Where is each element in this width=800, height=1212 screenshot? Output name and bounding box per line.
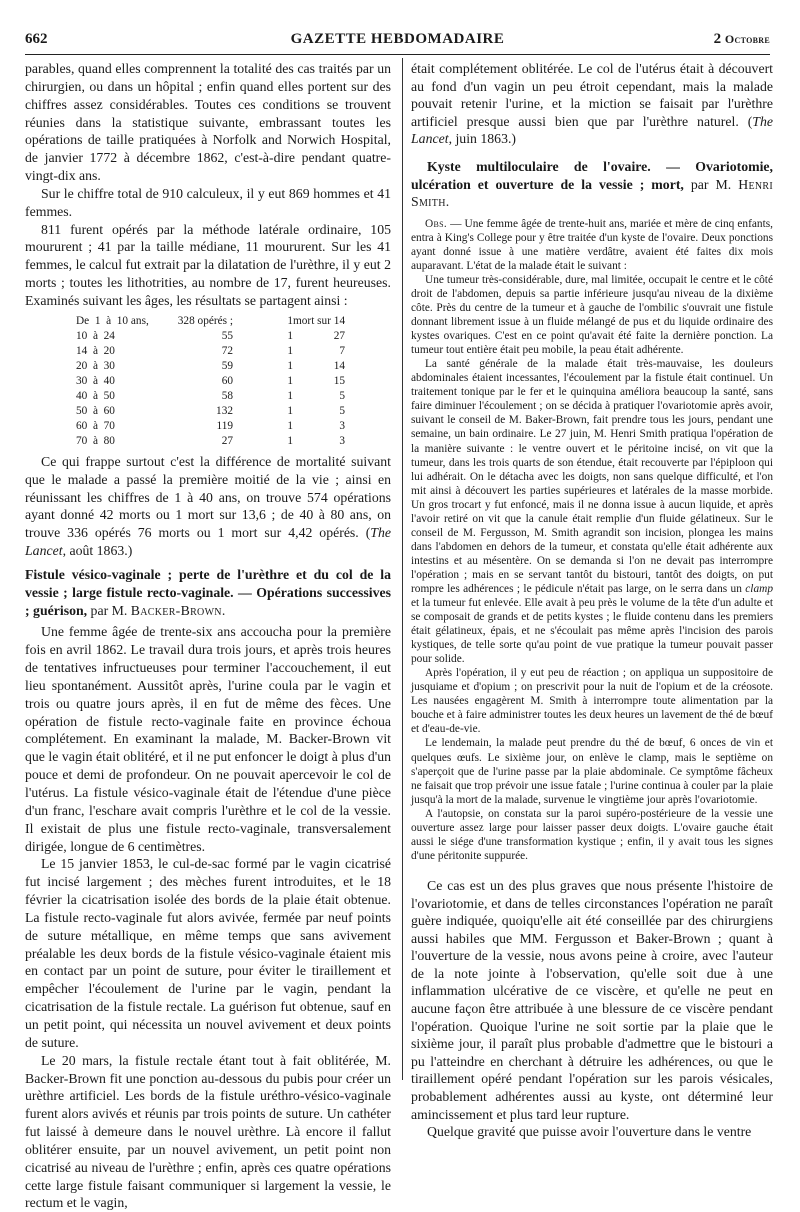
age-range-cell: 14 à 20: [76, 344, 115, 357]
mortality-numerator-cell: 1: [287, 329, 293, 342]
article-heading: [25, 566, 391, 620]
observation-paragraph: [411, 357, 773, 666]
mortality-ratio-cell: 5: [339, 404, 345, 417]
spacer: [411, 863, 773, 877]
paragraph-text: était complétement oblitérée. Le col de l'utérus était à découvert au fond d'un vagin un peu étroit cependant, mais la malade pouvait retenir l'urine, et la miction se faisait par l'urèthre artificiel presque aussi bien que par l'urèthre naturel. (: [411, 61, 773, 129]
left-column: [25, 60, 391, 1212]
mortality-numerator-cell: 1: [287, 419, 293, 432]
paragraph: Le 15 janvier 1853, le cul-de-sac formé par le vagin cicatrisé fut incisé largement ; des mèches furent introduites, et le 18 février la cicatrisation isolée des bords de la plaie était obtenue. La fistule recto-vaginale fut alors avivée, fermée par neuf points de suture métallique, en même temps que sans avivement préalable les deux bords de la fistule vésico-vaginale étaient mis en contact par un point de suture, pour éviter le tiraillement et empêcher l'écoulement de l'urine par le vagin, pendant la cicatrisation de la fistule rectale. La guérison fut obtenue, sauf en un petit point, qui nécessita un nouvel avivement et deux points de suture.: [25, 856, 391, 1050]
operations-count-cell: 55: [221, 329, 233, 342]
table-row: [25, 359, 391, 374]
article-heading-by: par M.: [87, 602, 131, 618]
issue-date-month: Octobre: [724, 32, 770, 46]
observation-paragraph: A l'autopsie, on constata sur la paroi supéro-postérieure de la vessie une ouverture assez large pour laisser passer deux doigts. L'ovaire gauche était aussi le siége d'une transformation kystique ; enfin, il y avait tous les signes d'une péritonite suppurée.: [411, 807, 773, 862]
mortality-ratio-cell: 5: [339, 389, 345, 402]
issue-date: [714, 31, 770, 48]
header-rule: [25, 54, 770, 55]
operations-count-cell: 328 opérés ;: [177, 314, 233, 327]
mortality-ratio-cell: 3: [339, 419, 345, 432]
table-row: [25, 389, 391, 404]
age-range-cell: 70 à 80: [76, 434, 115, 447]
article-author: Henri Smith: [411, 176, 773, 210]
observation-term: clamp: [745, 582, 773, 595]
observation-text: — Une femme âgée de trente-huit ans, mariée et mère de cinq enfants, entra à King's College pour y être traitée d'un kyste de l'ovaire. Deux ponctions ayant donné issue à une matière verdâtre, avaient été faites dix mois auparavant. L'état de la malade était le suivant :: [411, 217, 773, 272]
citation-journal: The Lancet: [25, 525, 391, 559]
operations-count-cell: 60: [221, 374, 233, 387]
mortality-ratio-cell: 15: [333, 374, 345, 387]
mortality-ratio-cell: 3: [339, 434, 345, 447]
paragraph: Une femme âgée de trente-six ans accoucha pour la première fois en avril 1862. Le travail dura trois jours, et après trois heures de tentatives infructueuses pour terminer l'accouchement, il eut lieu spontanément. Aussitôt après, l'urine coula par le vagin et trois ou quatre jours après, il en fut de même des fèces. Une opération de fistule recto-vaginale faite en province échoua complétement. En examinant la malade, M. Backer-Brown vit que le vagin était oblitéré, et il ne put enfoncer le doigt à plus d'un pouce et demi de profondeur. On ne pouvait apercevoir le col de l'utérus. La fistule vésico-vaginale était de l'étendue d'une pièce d'un franc, l'eschare avait compris l'urèthre et le col de la vessie. Il existait de plus une fistule recto-vaginale, transversalement dirigée, longue de 6 centimètres.: [25, 624, 391, 854]
paragraph: [25, 453, 391, 560]
citation-date: , juin 1863.): [448, 131, 517, 147]
table-row: [25, 329, 391, 344]
mortality-ratio-cell: 14: [333, 359, 345, 372]
observation-paragraph: Une tumeur très-considérable, dure, mal limitée, occupait le centre et le côté droit de l'abdomen, depuis sa partie inférieure jusqu'au niveau de la dixième côte. Près du centre de la tumeur et à gauche de l'ombilic s'ouvrait une fistule donnant librement issue à un fluide mélangé de pus et du liquide ordinaire des kystes ovariques. C'est en ce point qu'avait été faite la dernière ponction. La tumeur tout entière était peu mobile, la peau était adhérente.: [411, 273, 773, 357]
operations-count-cell: 58: [221, 389, 233, 402]
observation-text: La santé générale de la malade était très-mauvaise, les douleurs abdominales étaient incessantes, l'écoulement par la fistule était continuel. Un traitement tonique par le fer et le quinquina améliora beaucoup la santé, sans faire diminuer l'écoulement ; on se décida à pratiquer l'ovariotomie après avoir, suivant le conseil de M. Baker-Brown, fait prendre tous les jours, pendant une semaine, un bain ordinaire. Le 27 juin, M. Henri Smith pratiqua l'opération de la manière suivante : le ventre ouvert et le péritoine incisé, on vit que la tumeur, dans les trois quarts de son étendue, était recouverte par l'épiploon qui lui adhérait. On le détacha avec les doigts, non sans quelque difficulté, et l'on mit ainsi à découvert les parties supérieures et latérales de la masse morbide. Un gros trocart y fut enfoncé, mais il ne donna issue à aucun liquide, et après l'avoir retiré on vit que la canule était remplie d'un fluide gélatineux. Sur le conseil de M. Fergusson, M. Smith agrandit son incision, plongea les mains dans l'abdomen en dehors de la tumeur, et constata qu'elle était adhérente aux intestins et au mésentère. On se demanda si l'on ne devait pas interrompre l'opération ; mais en se servant tantôt du bistouri, tantôt des doigts, on put rompre les adhérences ; le pédicule n'était pas large, on le serra dans un: [411, 358, 773, 595]
age-range-cell: 20 à 30: [76, 359, 115, 372]
operations-count-cell: 27: [221, 434, 233, 447]
article-author: Backer-Brown: [130, 602, 222, 618]
article-heading: [411, 158, 773, 211]
operations-count-cell: 59: [221, 359, 233, 372]
observation-text: et la tumeur fut enlevée. Elle avait à peu près le volume de la tête d'un adulte et se composait de grands et de petits kystes ; le fluide contenu dans les premiers était gélatineux, épais, et ne s'écoulait pas même après l'incision des parois kystiques, de telle sorte qu'au point de vue pratique la tumeur pouvait passer pour solide.: [411, 597, 773, 666]
table-row: [25, 434, 391, 449]
mortality-by-age-table: [25, 314, 391, 449]
running-header: [25, 31, 770, 51]
mortality-numerator-cell: 1: [287, 314, 293, 327]
age-range-cell: 10 à 24: [76, 329, 115, 342]
mortality-numerator-cell: 1: [287, 344, 293, 357]
issue-date-day: 2: [713, 31, 725, 47]
mortality-ratio-cell: 27: [333, 329, 345, 342]
mortality-numerator-cell: 1: [287, 374, 293, 387]
table-row: [25, 374, 391, 389]
table-row: [25, 404, 391, 419]
age-range-cell: 50 à 60: [76, 404, 115, 417]
journal-title: GAZETTE HEBDOMADAIRE: [290, 31, 505, 47]
article-heading-end: .: [445, 194, 450, 210]
operations-count-cell: 132: [216, 404, 233, 417]
observation-paragraph: Après l'opération, il y eut peu de réaction ; on appliqua un suppositoire de jusquiame et d'opium ; on prescrivit pour la nuit de l'opium et de la créosote. Les nausées engagèrent M. Smith à interrompre toute alimentation par la bouche et à faire administrer toutes les deux heures un lavement de thé de bœuf et d'eau-de-vie.: [411, 667, 773, 736]
paragraph: 811 furent opérés par la méthode latérale ordinaire, 105 moururent ; 41 par la taille médiane, 11 moururent. Sur les 41 femmes, le calcul fut extrait par la dilatation de l'urèthre, il y eut 2 morts ; toutes les lithotrities, au nombre de 17, furent heureuses. Examinés suivant les âges, les résultats se partagent ainsi :: [25, 221, 391, 308]
paragraph: Le 20 mars, la fistule rectale étant tout à fait oblitérée, M. Backer-Brown fit une ponction au-dessous du pubis pour créer un urèthre artificiel. Les bords de la fistule uréthro-vésico-vaginale furent alors avivés et réunis par trois points de suture. Un cathéter fut laissé à demeure dans le nouvel urèthre. Là encore il fallut oblitérer ensuite, par un nouvel avivement, un petit point non cicatrisé au niveau de l'urèthre ; enfin, après ces quatre opérations cette large fistule faisant communiquer si largement la vessie, le rectum et le vagin,: [25, 1052, 391, 1211]
article-heading-title: Kyste multiloculaire de l'ovaire. — Ovariotomie, ulcération et ouverture de la vessie ; mort,: [411, 158, 773, 192]
mortality-ratio-cell: 7: [339, 344, 345, 357]
paragraph: Ce cas est un des plus graves que nous présente l'histoire de l'ovariotomie, et dans de telles circonstances l'opération ne paraît guère indiquée, quoiqu'elle ait été conseillée par des chirurgiens aussi habiles que MM. Fergusson et Baker-Brown ; quant à l'ouverture de la vessie, nous avons peine à croire, avec l'auteur de la note jointe à l'observation, qu'elle soit due à une inflammation ulcérative de ce viscère, et qu'elle ne peut en aucune façon être attribuée à une blessure de ce viscère pendant l'opération. Quoique l'urine ne soit sortie par la plaie que le sixième jour, il paraît plus probable d'admettre que le bistouri a pu l'atteindre en cherchant à détruire les adhérences, ou que le tiraillement opéré pendant l'opération sur les parois vésicales, probablement adhérentes aussi au kyste, ont déterminé leur amincissement et plus tard leur rupture.: [411, 877, 773, 1122]
article-heading-title: Fistule vésico-vaginale ; perte de l'urèthre et du col de la vessie ; large fistule recto-vaginale. — Opérations successives ; guérison,: [25, 566, 391, 618]
mortality-ratio-cell: mort sur 14: [293, 314, 346, 327]
citation-date: , août 1863.): [62, 543, 133, 559]
paragraph-text: Ce qui frappe surtout c'est la différence de mortalité suivant que le malade a passé la première moitié de la vie ; ainsi en réunissant les chiffres de 1 à 40 ans, on trouve 574 opérations ayant donné 42 morts ou 1 mort sur 13,6 ; de 40 à 80 ans, on trouve 336 opérés 76 morts ou 1 mort sur 4,42 opérés. (: [25, 453, 391, 541]
age-range-cell: 30 à 40: [76, 374, 115, 387]
age-range-cell: 60 à 70: [76, 419, 115, 432]
table-row: [25, 344, 391, 359]
operations-count-cell: 119: [216, 419, 233, 432]
mortality-numerator-cell: 1: [287, 389, 293, 402]
article-heading-end: .: [221, 602, 226, 618]
mortality-numerator-cell: 1: [287, 434, 293, 447]
paragraph: [411, 60, 773, 148]
age-range-cell: 40 à 50: [76, 389, 115, 402]
paragraph: parables, quand elles comprennent la totalité des cas traités par un chirurgien, ou dans un hôpital ; enfin quand elles portent sur des chiffres assez considérables. Toutes ces conditions se trouvent réunies dans la statistique suivante, embrassant toutes les opérations de taille pratiquées à Norfolk and Norwich Hospital, de janvier 1772 à décembre 1862, c'est-à-dire pendant quatre-vingt-dix ans.: [25, 61, 391, 184]
paragraph: Quelque gravité que puisse avoir l'ouverture dans le ventre: [427, 1124, 752, 1140]
citation-journal: The Lancet: [411, 113, 773, 147]
age-range-cell: De 1 à 10 ans,: [76, 314, 149, 327]
column-divider: [402, 58, 403, 1080]
operations-count-cell: 72: [221, 344, 233, 357]
observation-label: Obs.: [425, 217, 448, 230]
right-column: [411, 60, 773, 1141]
mortality-numerator-cell: 1: [287, 404, 293, 417]
table-row: [25, 419, 391, 434]
paragraph: Sur le chiffre total de 910 calculeux, il y eut 869 hommes et 41 femmes.: [25, 185, 391, 219]
observation-paragraph: [411, 217, 773, 273]
page-number: 662: [25, 31, 48, 47]
mortality-numerator-cell: 1: [287, 359, 293, 372]
observation-paragraph: Le lendemain, la malade peut prendre du thé de bœuf, 6 onces de vin et quelques œufs. Le sixième jour, on enlève le clamp, mais le septième on s'aperçoit que de l'urine passe par la plaie abdominale. Ce symptôme fâcheux ne faisait que trop prévoir une issue fatale ; l'urine continua à couler par la plaie jusqu'à la mort de la malade, survenue le vingtième jour après l'ovariotomie.: [411, 737, 773, 806]
article-heading-by: par M.: [683, 176, 739, 192]
table-row: [25, 314, 391, 329]
